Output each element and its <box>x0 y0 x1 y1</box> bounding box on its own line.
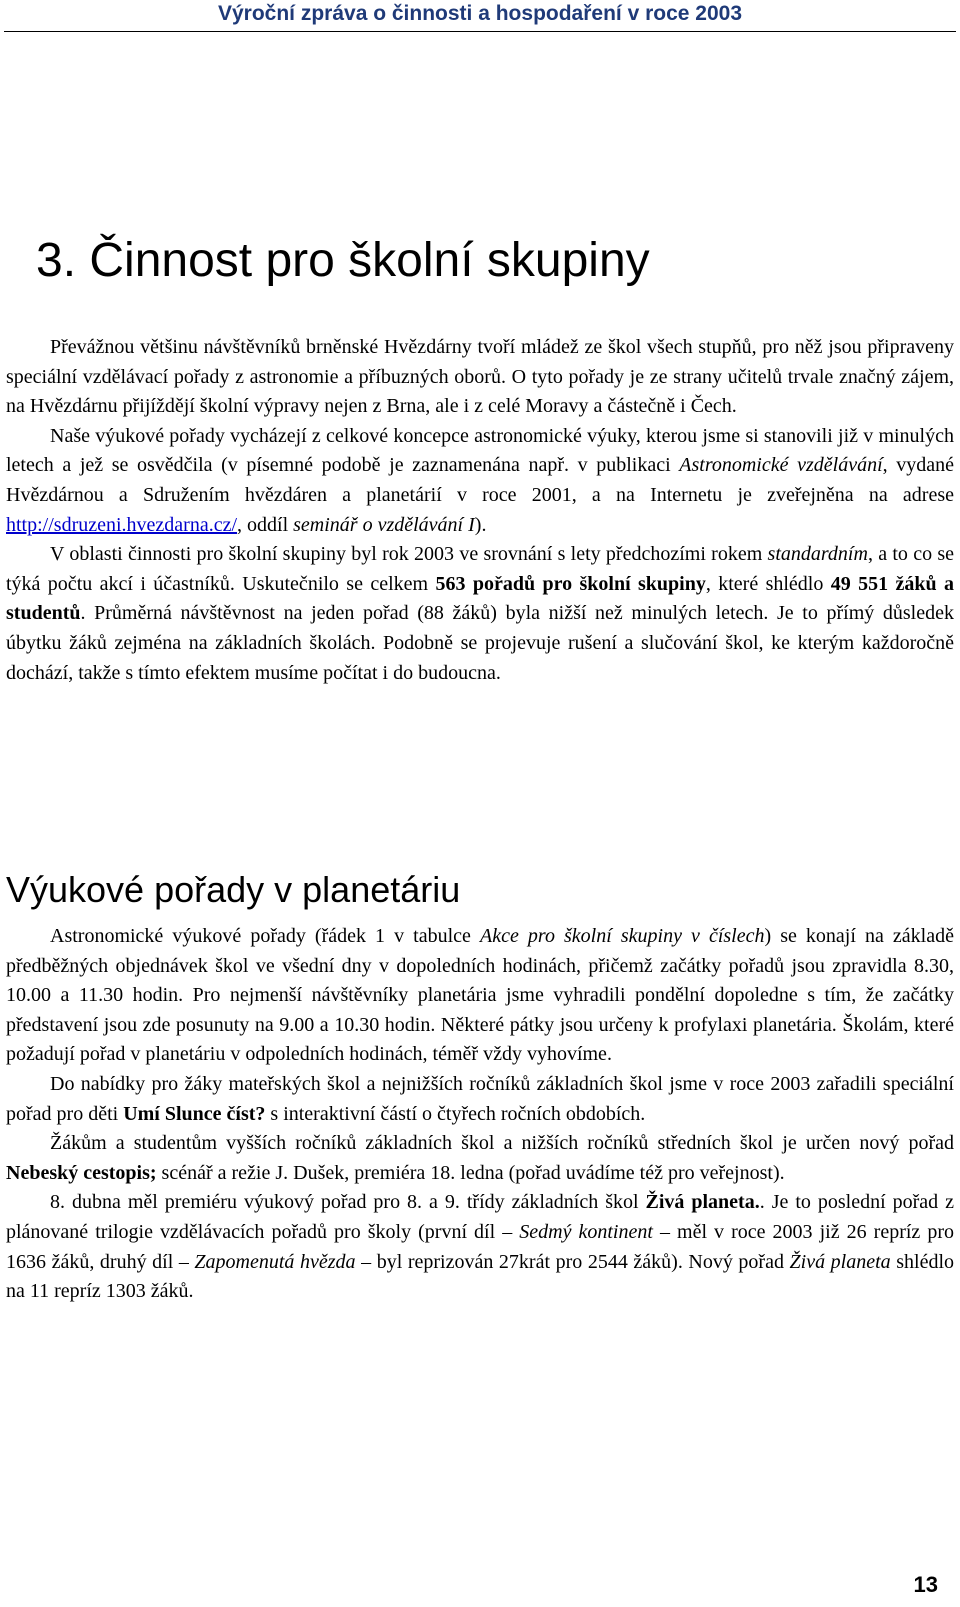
program-title: Umí Slunce číst? <box>123 1102 266 1125</box>
programs-count: 563 pořadů pro školní skupiny <box>435 572 706 595</box>
planetarium-text <box>6 922 954 1307</box>
paragraph: Převážnou většinu návštěvníků brněnské Hvězdárny tvoří mládež ze škol všech stupňů, pro něž jsou připraveny speciální vzdělávací pořady z astronomie a příbuzných oborů. O tyto pořady je ze strany učitelů trvale značný zájem, na Hvězdárnu přijíždějí školní výpravy nejen z Brna, ale i z celé Moravy a částečně i Čech. <box>6 336 954 418</box>
sdruzeni-link[interactable]: http://sdruzeni.hvezdarna.cz/ <box>6 513 238 536</box>
paragraph: Do nabídky pro žáky mateřských škol a nejnižších ročníků základních škol jsme v roce 2003 zařadili speciální pořad pro děti Umí Slunce číst? s interaktivní částí o čtyřech ročních obdobích. <box>6 1072 954 1125</box>
report-title: Výroční zpráva o činnosti a hospodaření v roce 2003 <box>217 2 742 25</box>
intro-text <box>6 333 954 688</box>
table-reference: Akce pro školní skupiny v číslech <box>480 925 765 947</box>
paragraph: Naše výukové pořady vycházejí z celkové koncepce astronomické výuky, kterou jsme si stanovili již v minulých letech a jež se osvědčila (v písemné podobě je zaznamenána např. v publikaci Astronomické vzdělávání, vydané Hvězdárnou a Sdružením hvězdáren a planetárií v roce 2001, a na Internetu je zveřejněna na adrese http://sdruzeni.hvezdarna.cz/, oddíl seminář o vzdělávání I). <box>6 424 954 536</box>
paragraph: Astronomické výukové pořady (řádek 1 v tabulce Akce pro školní skupiny v číslech) se konají na základě předběžných objednávek škol ve všední dny v dopoledních hodinách, přičemž začátky pořadů jsou zpravidla 8.30, 10.00 a 11.30 hodin. Pro nejmenší návštěvníky planetária jsme vyhradili pondělní dopoledne s tím, že začátky představení jsou zde posunuty na 9.00 a 10.30 hodin. Některé pátky jsou určeny k profylaxi planetária. Školám, které požadují pořad v planetáriu v odpoledních hodinách, téměř vždy vyhovíme. <box>6 925 954 1066</box>
running-header <box>0 0 960 28</box>
section-title: Výukové pořady v planetáriu <box>6 869 461 910</box>
paragraph: V oblasti činnosti pro školní skupiny byl rok 2003 ve srovnání s lety předchozími rokem standardním, a to co se týká počtu akcí i účastníků. Uskutečnilo se celkem 563 pořadů pro školní skupiny, které shlédlo 49 551 žáků a studentů. Průměrná návštěvnost na jeden pořad (88 žáků) byla nižší než minulých letech. Je to přímý důsledek úbytku žáků zejména na základních školách. Podobně se projevuje rušení a slučování škol, ke kterým každoročně dochází, takže s tímto efektem musíme počítat i do budoucna. <box>6 543 955 684</box>
publication-title: Astronomické vzdělávání <box>679 454 883 477</box>
chapter-title: 3. Činnost pro školní skupiny <box>36 234 650 287</box>
header-divider <box>4 31 956 32</box>
students-count: 49 551 žáků a studentů <box>6 572 954 625</box>
paragraph: Žákům a studentům vyšších ročníků základních škol a nižších ročníků středních škol je určen nový pořad Nebeský cestopis; scénář a režie J. Dušek, premiéra 18. ledna (pořad uvádíme též pro veřejnost). <box>6 1132 954 1184</box>
program-title: Nebeský cestopis; <box>6 1161 157 1184</box>
program-title: Živá planeta. <box>645 1191 760 1214</box>
section-reference: seminář o vzdělávání I <box>293 513 475 536</box>
paragraph: 8. dubna měl premiéru výukový pořad pro 8. a 9. třídy základních škol Živá planeta.. Je to poslední pořad z plánované trilogie vzdělávacích pořadů pro školy (první díl – Sedmý kontinent – měl v roce 2003 již 26 repríz pro 1636 žáků, druhý díl – Zapomenutá hvězda – byl reprizován 27krát pro 2544 žáků). Nový pořad Živá planeta shlédlo na 11 repríz 1303 žáků. <box>6 1191 955 1303</box>
page-number: 13 <box>913 1572 938 1597</box>
